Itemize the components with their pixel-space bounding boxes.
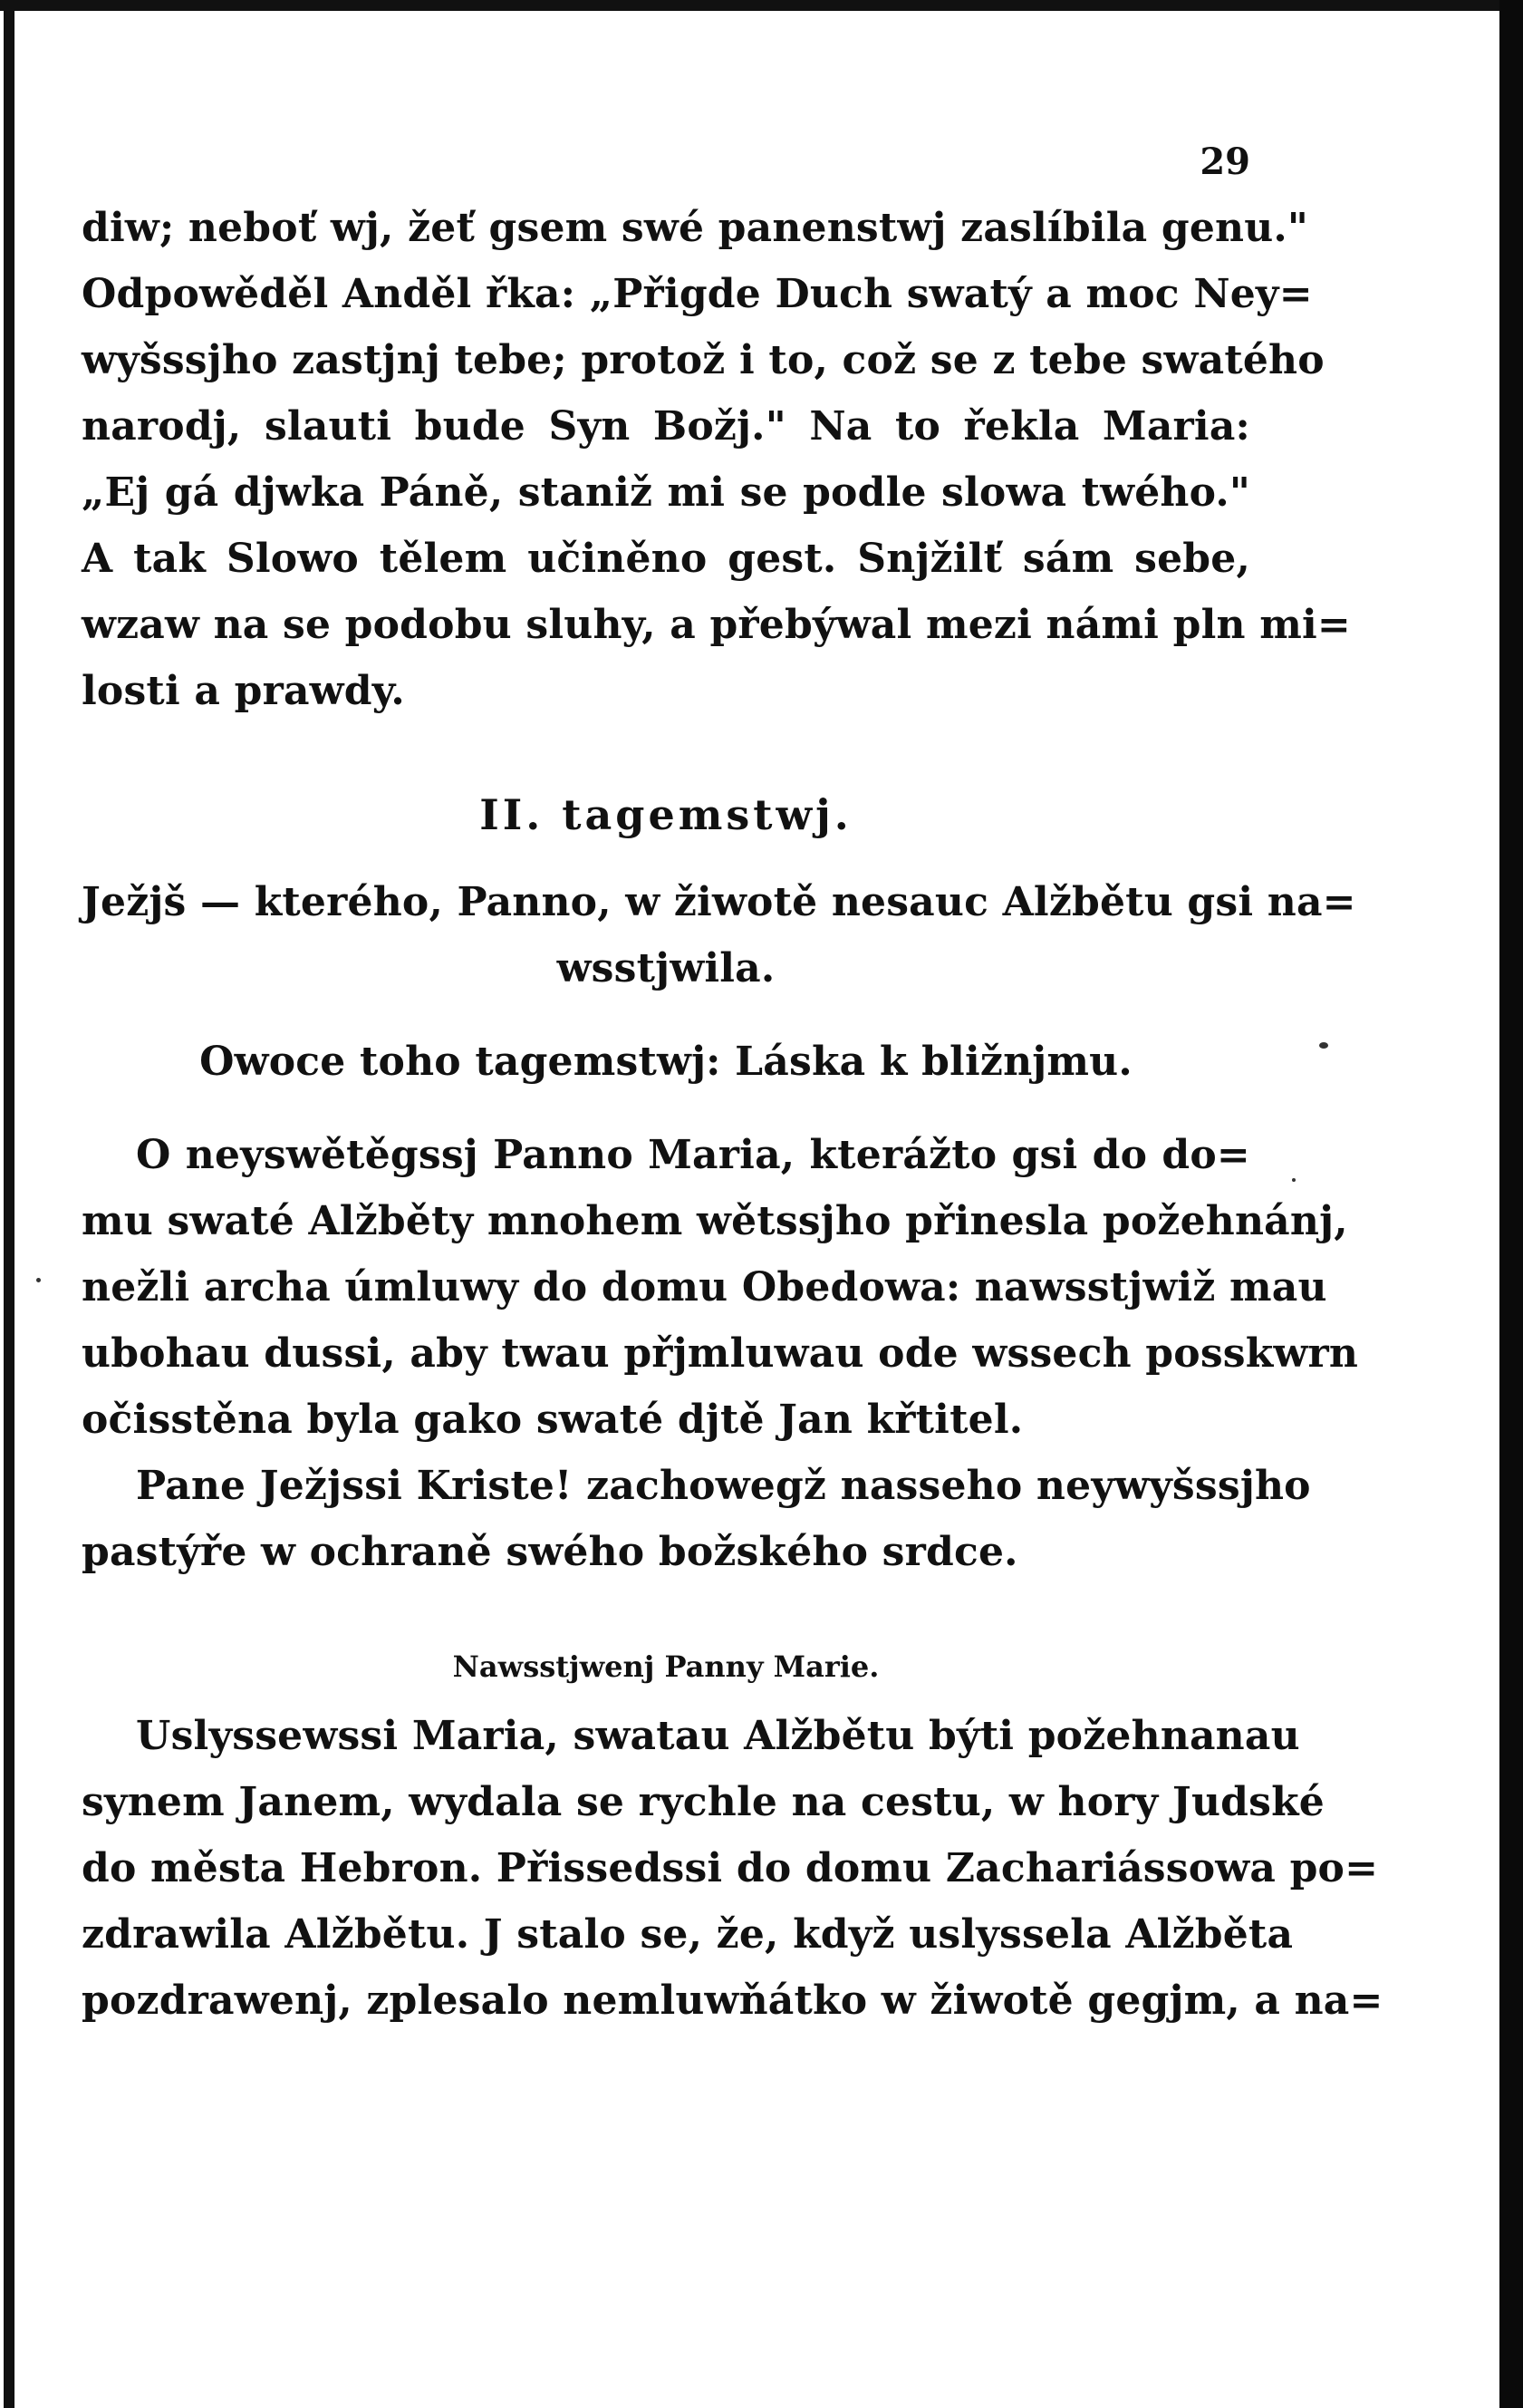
text-line: „Ej gá djwka Páně, staniž mi se podle slowa twého."	[82, 469, 1250, 516]
text-line: pozdrawenj, zplesalo nemluwňátko w žiwotě gegjm, a na=	[82, 1978, 1383, 2024]
text-line: pastýře w ochraně swého božského srdce.	[82, 1529, 1018, 1575]
text-line: ubohau dussi, aby twau přjmluwau ode wssech posskwrn	[82, 1330, 1359, 1377]
text-line: losti a prawdy.	[82, 668, 405, 714]
section-heading: Nawsstjwenj Panny Marie.	[452, 1649, 880, 1684]
text-line: A tak Slowo tělem učiněno gest. Snjžilť sám sebe,	[82, 536, 1250, 582]
text-line: wyšssjho zastjnj tebe; protož i to, což se z tebe swatého	[82, 337, 1325, 383]
mystery-statement	[82, 869, 1356, 1001]
text-line: wsstjwila.	[556, 945, 776, 991]
chapter-title: II. tagemstwj.	[479, 790, 853, 839]
intro-paragraph	[82, 136, 1351, 724]
fruit-of-mystery: Owoce toho tagemstwj: Láska k bližnjmu.	[199, 1039, 1133, 1085]
text-line: diw; neboť wj, žeť gsem swé panenstwj zaslíbila genu."	[82, 205, 1309, 251]
text-line: O neyswětěgssj Panno Maria, kterážto gsi do do=	[136, 1132, 1250, 1178]
text-line: Uslyssewssi Maria, swatau Alžbětu býti požehnanau	[136, 1713, 1300, 1759]
page-number: 29	[1200, 140, 1250, 183]
text-line: wzaw na se podobu sluhy, a přebýwal mezi námi pln mi=	[82, 602, 1351, 648]
text-line: do města Hebron. Přissedssi do domu Zachariássowa po=	[82, 1845, 1379, 1891]
narrative-paragraph	[82, 1703, 1383, 2034]
scan-border-top	[0, 0, 1523, 11]
text-line: očisstěna byla gako swaté djtě Jan křtitel.	[82, 1397, 1024, 1443]
text-line: nežli archa úmluwy do domu Obedowa: nawsstjwiž mau	[82, 1264, 1327, 1310]
scan-speck	[1292, 1178, 1296, 1182]
scan-border-right	[1499, 0, 1523, 2408]
text-line: zdrawila Alžbětu. J stalo se, že, když uslyssela Alžběta	[82, 1911, 1294, 1958]
scan-speck	[36, 1278, 41, 1282]
book-page	[82, 136, 1383, 2034]
text-line: Odpowěděl Anděl řka: „Přigde Duch swatý a moc Ney=	[82, 271, 1313, 317]
text-line: synem Janem, wydala se rychle na cestu, w hory Judské	[82, 1779, 1325, 1825]
text-line: mu swaté Alžběty mnohem wětssjho přinesla požehnánj,	[82, 1198, 1348, 1244]
text-line: narodj, slauti bude Syn Božj." Na to řekla Maria:	[82, 403, 1250, 450]
scan-speck	[1319, 1042, 1328, 1049]
prayer-paragraph	[82, 1122, 1359, 1585]
scan-border-left	[4, 0, 14, 2408]
text-line: Pane Ježjssi Kriste! zachowegž nasseho neywyšssjho	[136, 1463, 1311, 1509]
text-line: Ježjš — kterého, Panno, w žiwotě nesauc Alžbětu gsi na=	[82, 879, 1356, 925]
